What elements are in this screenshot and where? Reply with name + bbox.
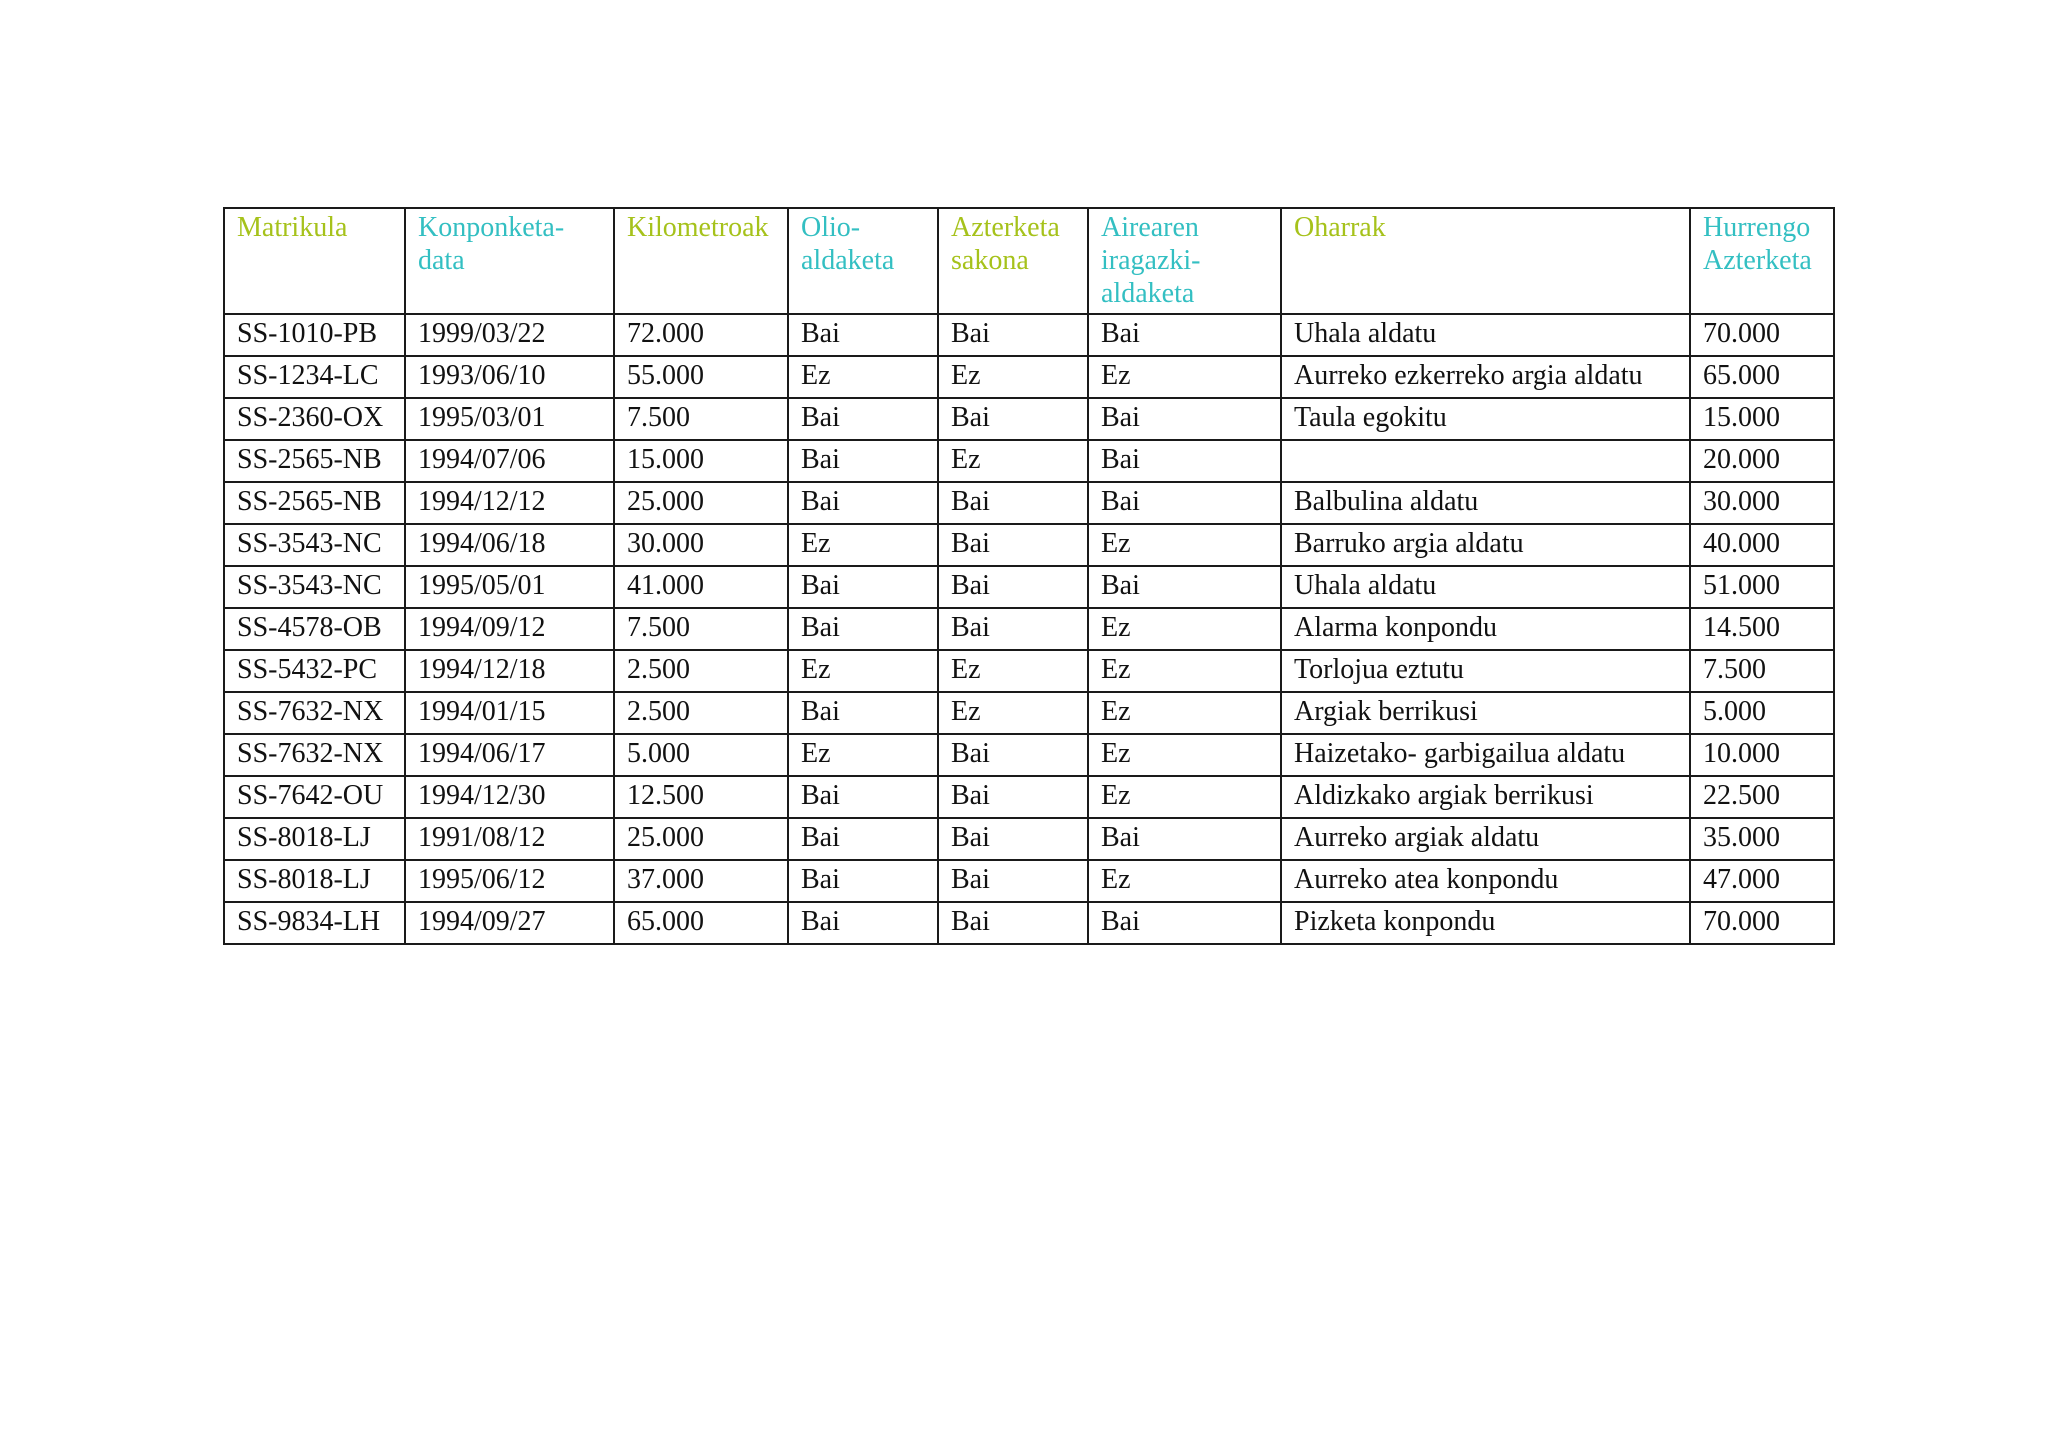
cell-airearen-iragazki-aldaketa: Ez bbox=[1088, 650, 1281, 692]
table-row bbox=[224, 608, 1834, 650]
cell-konponketa-data: 1991/08/12 bbox=[405, 818, 614, 860]
cell-azterketa-sakona: Ez bbox=[938, 692, 1088, 734]
cell-konponketa-data: 1994/06/18 bbox=[405, 524, 614, 566]
cell-kilometroak: 2.500 bbox=[614, 650, 788, 692]
cell-matrikula: SS-4578-OB bbox=[224, 608, 405, 650]
cell-konponketa-data: 1994/12/30 bbox=[405, 776, 614, 818]
cell-oharrak: Aurreko argiak aldatu bbox=[1281, 818, 1690, 860]
cell-azterketa-sakona: Bai bbox=[938, 482, 1088, 524]
cell-konponketa-data: 1999/03/22 bbox=[405, 314, 614, 356]
cell-kilometroak: 25.000 bbox=[614, 482, 788, 524]
cell-matrikula: SS-1234-LC bbox=[224, 356, 405, 398]
cell-konponketa-data: 1994/12/12 bbox=[405, 482, 614, 524]
cell-kilometroak: 72.000 bbox=[614, 314, 788, 356]
cell-olio-aldaketa: Ez bbox=[788, 524, 938, 566]
cell-airearen-iragazki-aldaketa: Bai bbox=[1088, 398, 1281, 440]
cell-oharrak: Torlojua eztutu bbox=[1281, 650, 1690, 692]
cell-matrikula: SS-1010-PB bbox=[224, 314, 405, 356]
cell-kilometroak: 12.500 bbox=[614, 776, 788, 818]
cell-oharrak: Uhala aldatu bbox=[1281, 566, 1690, 608]
cell-azterketa-sakona: Bai bbox=[938, 566, 1088, 608]
cell-airearen-iragazki-aldaketa: Bai bbox=[1088, 440, 1281, 482]
cell-olio-aldaketa: Bai bbox=[788, 608, 938, 650]
cell-olio-aldaketa: Bai bbox=[788, 902, 938, 944]
cell-matrikula: SS-2565-NB bbox=[224, 440, 405, 482]
cell-olio-aldaketa: Ez bbox=[788, 734, 938, 776]
table-row bbox=[224, 524, 1834, 566]
cell-matrikula: SS-7642-OU bbox=[224, 776, 405, 818]
cell-hurrengo-azterketa: 20.000 bbox=[1690, 440, 1834, 482]
table-row bbox=[224, 692, 1834, 734]
cell-azterketa-sakona: Ez bbox=[938, 440, 1088, 482]
cell-azterketa-sakona: Bai bbox=[938, 818, 1088, 860]
cell-matrikula: SS-7632-NX bbox=[224, 734, 405, 776]
table-row bbox=[224, 314, 1834, 356]
column-header-matrikula: Matrikula bbox=[224, 208, 405, 314]
cell-matrikula: SS-3543-NC bbox=[224, 566, 405, 608]
cell-kilometroak: 2.500 bbox=[614, 692, 788, 734]
cell-oharrak: Aurreko ezkerreko argia aldatu bbox=[1281, 356, 1690, 398]
cell-olio-aldaketa: Bai bbox=[788, 482, 938, 524]
cell-kilometroak: 7.500 bbox=[614, 398, 788, 440]
cell-oharrak: Taula egokitu bbox=[1281, 398, 1690, 440]
cell-hurrengo-azterketa: 70.000 bbox=[1690, 314, 1834, 356]
cell-oharrak: Aldizkako argiak berrikusi bbox=[1281, 776, 1690, 818]
column-header-kilometroak: Kilometroak bbox=[614, 208, 788, 314]
cell-hurrengo-azterketa: 51.000 bbox=[1690, 566, 1834, 608]
cell-olio-aldaketa: Bai bbox=[788, 692, 938, 734]
table-row bbox=[224, 818, 1834, 860]
cell-airearen-iragazki-aldaketa: Ez bbox=[1088, 356, 1281, 398]
cell-kilometroak: 37.000 bbox=[614, 860, 788, 902]
cell-konponketa-data: 1994/07/06 bbox=[405, 440, 614, 482]
cell-olio-aldaketa: Ez bbox=[788, 650, 938, 692]
cell-oharrak: Aurreko atea konpondu bbox=[1281, 860, 1690, 902]
table-row bbox=[224, 902, 1834, 944]
cell-hurrengo-azterketa: 40.000 bbox=[1690, 524, 1834, 566]
cell-kilometroak: 41.000 bbox=[614, 566, 788, 608]
cell-oharrak bbox=[1281, 440, 1690, 482]
cell-airearen-iragazki-aldaketa: Ez bbox=[1088, 608, 1281, 650]
cell-hurrengo-azterketa: 30.000 bbox=[1690, 482, 1834, 524]
cell-oharrak: Balbulina aldatu bbox=[1281, 482, 1690, 524]
table-row bbox=[224, 776, 1834, 818]
cell-hurrengo-azterketa: 5.000 bbox=[1690, 692, 1834, 734]
cell-hurrengo-azterketa: 70.000 bbox=[1690, 902, 1834, 944]
cell-kilometroak: 30.000 bbox=[614, 524, 788, 566]
cell-kilometroak: 25.000 bbox=[614, 818, 788, 860]
column-header-azterketa-sakona: Azterketa sakona bbox=[938, 208, 1088, 314]
table-row bbox=[224, 482, 1834, 524]
table-row bbox=[224, 356, 1834, 398]
cell-hurrengo-azterketa: 7.500 bbox=[1690, 650, 1834, 692]
maintenance-table bbox=[223, 207, 1835, 945]
cell-hurrengo-azterketa: 22.500 bbox=[1690, 776, 1834, 818]
cell-airearen-iragazki-aldaketa: Ez bbox=[1088, 692, 1281, 734]
cell-airearen-iragazki-aldaketa: Bai bbox=[1088, 818, 1281, 860]
cell-konponketa-data: 1995/03/01 bbox=[405, 398, 614, 440]
cell-azterketa-sakona: Bai bbox=[938, 524, 1088, 566]
cell-oharrak: Pizketa konpondu bbox=[1281, 902, 1690, 944]
cell-konponketa-data: 1994/01/15 bbox=[405, 692, 614, 734]
cell-olio-aldaketa: Bai bbox=[788, 314, 938, 356]
cell-azterketa-sakona: Bai bbox=[938, 734, 1088, 776]
cell-olio-aldaketa: Bai bbox=[788, 398, 938, 440]
cell-matrikula: SS-8018-LJ bbox=[224, 818, 405, 860]
cell-hurrengo-azterketa: 14.500 bbox=[1690, 608, 1834, 650]
cell-hurrengo-azterketa: 10.000 bbox=[1690, 734, 1834, 776]
cell-azterketa-sakona: Bai bbox=[938, 398, 1088, 440]
cell-azterketa-sakona: Bai bbox=[938, 902, 1088, 944]
cell-konponketa-data: 1995/05/01 bbox=[405, 566, 614, 608]
cell-azterketa-sakona: Ez bbox=[938, 356, 1088, 398]
cell-konponketa-data: 1993/06/10 bbox=[405, 356, 614, 398]
cell-olio-aldaketa: Ez bbox=[788, 356, 938, 398]
cell-olio-aldaketa: Bai bbox=[788, 860, 938, 902]
table-body bbox=[224, 314, 1834, 944]
cell-hurrengo-azterketa: 35.000 bbox=[1690, 818, 1834, 860]
cell-olio-aldaketa: Bai bbox=[788, 566, 938, 608]
cell-airearen-iragazki-aldaketa: Ez bbox=[1088, 524, 1281, 566]
cell-azterketa-sakona: Bai bbox=[938, 608, 1088, 650]
cell-azterketa-sakona: Bai bbox=[938, 776, 1088, 818]
cell-olio-aldaketa: Bai bbox=[788, 818, 938, 860]
cell-konponketa-data: 1994/06/17 bbox=[405, 734, 614, 776]
cell-hurrengo-azterketa: 65.000 bbox=[1690, 356, 1834, 398]
cell-kilometroak: 55.000 bbox=[614, 356, 788, 398]
cell-olio-aldaketa: Bai bbox=[788, 776, 938, 818]
table-row bbox=[224, 650, 1834, 692]
cell-matrikula: SS-8018-LJ bbox=[224, 860, 405, 902]
table-row bbox=[224, 440, 1834, 482]
cell-konponketa-data: 1994/09/27 bbox=[405, 902, 614, 944]
cell-matrikula: SS-9834-LH bbox=[224, 902, 405, 944]
cell-azterketa-sakona: Bai bbox=[938, 860, 1088, 902]
cell-matrikula: SS-2565-NB bbox=[224, 482, 405, 524]
cell-kilometroak: 5.000 bbox=[614, 734, 788, 776]
cell-airearen-iragazki-aldaketa: Ez bbox=[1088, 860, 1281, 902]
cell-kilometroak: 15.000 bbox=[614, 440, 788, 482]
cell-oharrak: Uhala aldatu bbox=[1281, 314, 1690, 356]
cell-oharrak: Barruko argia aldatu bbox=[1281, 524, 1690, 566]
cell-konponketa-data: 1994/12/18 bbox=[405, 650, 614, 692]
cell-hurrengo-azterketa: 15.000 bbox=[1690, 398, 1834, 440]
cell-olio-aldaketa: Bai bbox=[788, 440, 938, 482]
cell-kilometroak: 65.000 bbox=[614, 902, 788, 944]
cell-oharrak: Haizetako- garbigailua aldatu bbox=[1281, 734, 1690, 776]
table-row bbox=[224, 398, 1834, 440]
cell-kilometroak: 7.500 bbox=[614, 608, 788, 650]
cell-matrikula: SS-7632-NX bbox=[224, 692, 405, 734]
table-row bbox=[224, 734, 1834, 776]
cell-konponketa-data: 1995/06/12 bbox=[405, 860, 614, 902]
cell-matrikula: SS-2360-OX bbox=[224, 398, 405, 440]
cell-matrikula: SS-5432-PC bbox=[224, 650, 405, 692]
table-row bbox=[224, 566, 1834, 608]
cell-konponketa-data: 1994/09/12 bbox=[405, 608, 614, 650]
cell-airearen-iragazki-aldaketa: Bai bbox=[1088, 566, 1281, 608]
cell-hurrengo-azterketa: 47.000 bbox=[1690, 860, 1834, 902]
cell-airearen-iragazki-aldaketa: Bai bbox=[1088, 314, 1281, 356]
header-row bbox=[224, 208, 1834, 314]
cell-oharrak: Alarma konpondu bbox=[1281, 608, 1690, 650]
column-header-oharrak: Oharrak bbox=[1281, 208, 1690, 314]
column-header-olio-aldaketa: Olio- aldaketa bbox=[788, 208, 938, 314]
cell-azterketa-sakona: Bai bbox=[938, 314, 1088, 356]
cell-matrikula: SS-3543-NC bbox=[224, 524, 405, 566]
column-header-airearen-iragazki-aldaketa: Airearen iragazki- aldaketa bbox=[1088, 208, 1281, 314]
cell-airearen-iragazki-aldaketa: Ez bbox=[1088, 776, 1281, 818]
table-row bbox=[224, 860, 1834, 902]
column-header-konponketa-data: Konponketa- data bbox=[405, 208, 614, 314]
cell-airearen-iragazki-aldaketa: Bai bbox=[1088, 902, 1281, 944]
cell-oharrak: Argiak berrikusi bbox=[1281, 692, 1690, 734]
cell-airearen-iragazki-aldaketa: Bai bbox=[1088, 482, 1281, 524]
column-header-hurrengo-azterketa: Hurrengo Azterketa bbox=[1690, 208, 1834, 314]
cell-airearen-iragazki-aldaketa: Ez bbox=[1088, 734, 1281, 776]
cell-azterketa-sakona: Ez bbox=[938, 650, 1088, 692]
